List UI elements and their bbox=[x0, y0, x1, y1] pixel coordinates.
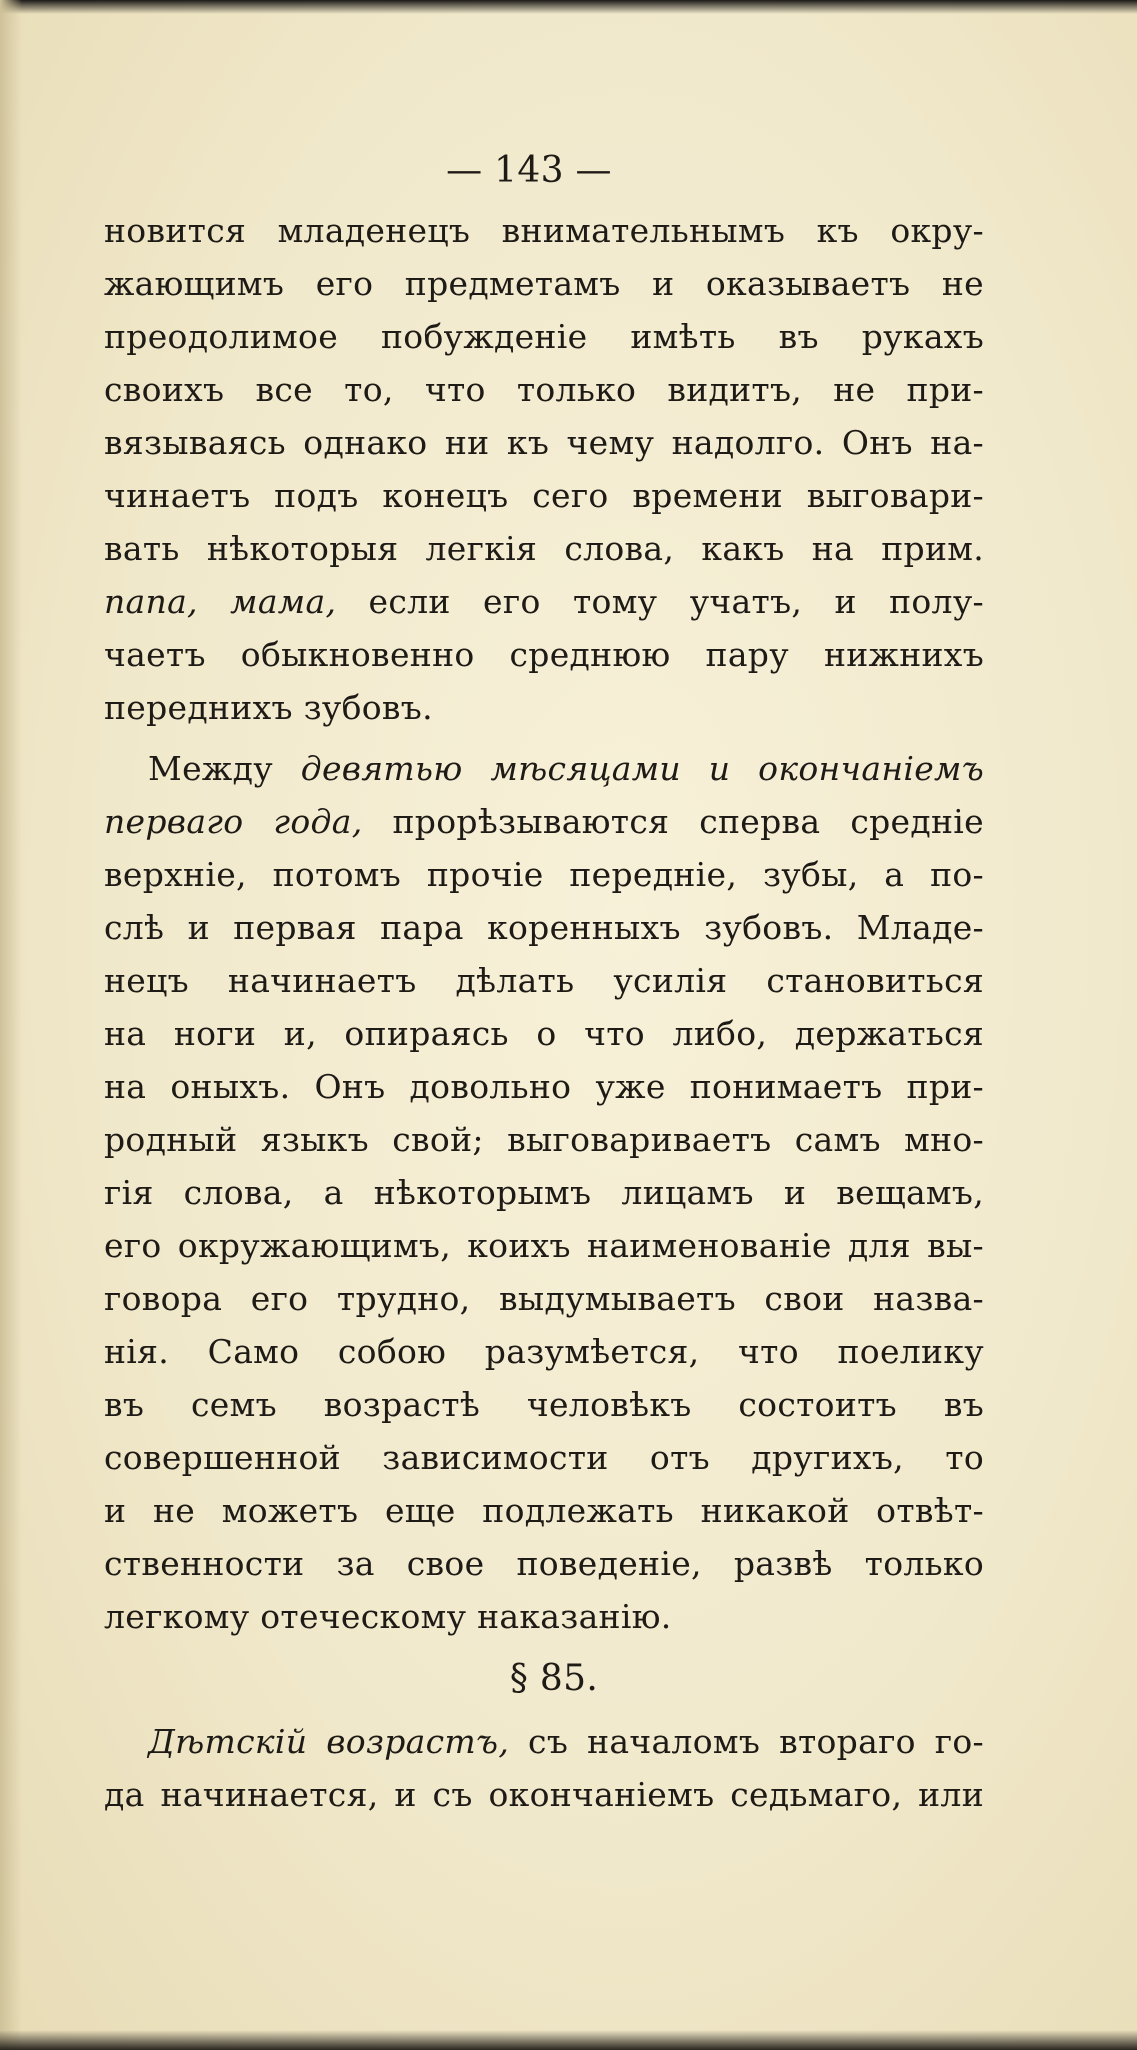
text-line: ственности за свое поведеніе, развѣ только bbox=[104, 1544, 984, 1583]
text-run: прорѣзываются сперва средніе bbox=[362, 802, 984, 841]
text-line: гія слова, а нѣкоторымъ лицамъ и вещамъ, bbox=[104, 1173, 984, 1212]
left-edge-shade bbox=[0, 0, 22, 2050]
text-line bbox=[104, 742, 984, 795]
text-line: вать нѣкоторыя легкія слова, какъ на прим. bbox=[104, 529, 984, 568]
text-line: новится младенецъ внимательнымъ къ окру- bbox=[104, 211, 984, 250]
page-text-block bbox=[104, 138, 984, 1821]
text-line: нецъ начинаетъ дѣлать усилія становиться bbox=[104, 961, 984, 1000]
text-line: родный языкъ свой; выговариваетъ самъ мно- bbox=[104, 1120, 984, 1159]
paragraph-1 bbox=[104, 204, 984, 734]
italic-words: папа, мама, bbox=[104, 582, 337, 621]
text-line: на оныхъ. Онъ довольно уже понимаетъ при- bbox=[104, 1067, 984, 1106]
paragraph-2 bbox=[104, 742, 984, 1643]
text-line: совершенной зависимости отъ другихъ, то bbox=[104, 1438, 984, 1477]
text-line: своихъ все то, что только видитъ, не при- bbox=[104, 370, 984, 409]
text-run: если его тому учатъ, и полу- bbox=[336, 582, 984, 621]
text-run: съ началомъ втораго го- bbox=[509, 1722, 984, 1761]
text-line: говора его трудно, выдумываетъ свои назва- bbox=[104, 1279, 984, 1318]
text-line bbox=[104, 795, 984, 848]
text-line: преодолимое побужденіе имѣть въ рукахъ bbox=[104, 317, 984, 356]
text-line bbox=[104, 1715, 984, 1768]
top-edge-shadow bbox=[0, 0, 1137, 14]
text-line: чинаетъ подъ конецъ сего времени выговари- bbox=[104, 476, 984, 515]
italic-words: Дѣтскій возрастъ, bbox=[148, 1722, 510, 1761]
italic-words: перваго года, bbox=[104, 802, 363, 841]
text-run: Между bbox=[148, 749, 301, 788]
italic-words: девятью мѣсяцами и окончаніемъ bbox=[300, 749, 985, 788]
page-number: — 143 — bbox=[446, 150, 612, 191]
paragraph-3 bbox=[104, 1715, 984, 1821]
text-line: переднихъ зубовъ. bbox=[104, 688, 433, 727]
text-line: слѣ и первая пара коренныхъ зубовъ. Младе- bbox=[104, 908, 984, 947]
text-line: нія. Само собою разумѣется, что поелику bbox=[104, 1332, 984, 1371]
text-line: на ноги и, опираясь о что либо, держаться bbox=[104, 1014, 984, 1053]
text-line bbox=[104, 575, 984, 628]
text-line: и не можетъ еще подлежать никакой отвѣт- bbox=[104, 1491, 984, 1530]
section-heading: § 85. bbox=[509, 1658, 599, 1699]
text-line: жающимъ его предметамъ и оказываетъ не bbox=[104, 264, 984, 303]
text-line: да начинается, и съ окончаніемъ седьмаго, или bbox=[104, 1775, 984, 1814]
text-line: его окружающимъ, коихъ наименованіе для вы- bbox=[104, 1226, 984, 1265]
text-line: въ семъ возрастѣ человѣкъ состоитъ въ bbox=[104, 1385, 984, 1424]
text-line: чаетъ обыкновенно среднюю пару нижнихъ bbox=[104, 635, 984, 674]
text-line: легкому отеческому наказанію. bbox=[104, 1597, 672, 1636]
text-line: верхніе, потомъ прочіе передніе, зубы, а по- bbox=[104, 855, 984, 894]
bottom-edge-shadow bbox=[0, 2030, 1137, 2050]
text-line: вязываясь однако ни къ чему надолго. Онъ на- bbox=[104, 423, 984, 462]
